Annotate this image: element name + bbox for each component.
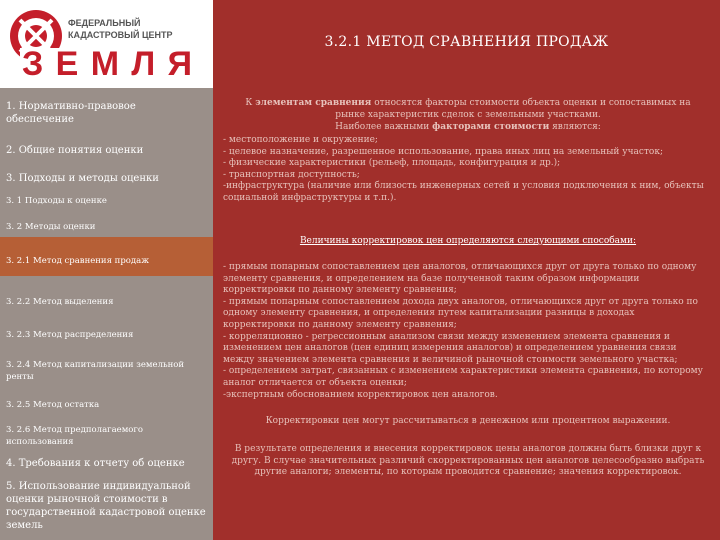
- logo-area: [0, 0, 213, 88]
- logo-text-line1: ФЕДЕРАЛЬНЫЙ: [68, 18, 141, 28]
- factor-item: - целевое назначение, разрешенное использование, права иных лиц на земельный участок;: [223, 146, 663, 157]
- method-item: - корреляционно - регрессионным анализом связи между изменением элемента сравнения и изменением цен аналогов (цен единиц измерения аналогов) и определением уравнения связи между значением элемента сравнения и величиной рыночной стоимости земельного участка;: [223, 331, 678, 365]
- factor-item: - транспортная доступность;: [223, 169, 360, 180]
- sidebar-item-residual[interactable]: 3. 2.5 Метод остатка: [6, 400, 100, 410]
- factor-item: - местоположение и окружение;: [223, 135, 378, 145]
- header-bar: [213, 0, 720, 88]
- method-item: -экспертным обоснованием корректировок цен аналогов.: [223, 389, 498, 400]
- logo-emblem-icon: [0, 0, 200, 88]
- conclusion-paragraph: В результате определения и внесения корректировок цены аналогов должны быть близки друг к другу. В случае значительных различий скорректированных цен аналогов целесообразно выбрать другие аналоги; элементы, по которым проводится сравнение; значения корректировок.: [231, 444, 705, 478]
- factor-item: -инфраструктура (наличие или близость инженерных сетей и условия подключения к ним, объекты социальной инфраструктуры и т.п.).: [223, 181, 704, 203]
- sidebar-item-sales-comparison[interactable]: 3. 2.1 Метод сравнения продаж: [6, 256, 150, 266]
- factors-term: факторами стоимости: [432, 122, 550, 132]
- sidebar-item-allocation[interactable]: 3. 2.3 Метод распределения: [6, 330, 134, 340]
- sidebar: [0, 88, 213, 540]
- factors-heading: Наиболее важными факторами стоимости являются:: [335, 122, 601, 132]
- sidebar-item-report-requirements[interactable]: 4. Требования к отчету об оценке: [6, 458, 185, 469]
- adjustments-link[interactable]: Величины корректировок цен определяются следующими способами:: [299, 236, 637, 246]
- methods-list: [223, 262, 708, 401]
- method-item: - определением затрат, связанных с изменением характеристики элемента сравнения, по которому аналог отличается от объекта оценки;: [223, 366, 703, 388]
- sidebar-item-legal[interactable]: 1. Нормативно-правовое обеспечение: [6, 101, 136, 125]
- sidebar-item-individual-valuation[interactable]: 5. Использование индивидуальной оценки рыночной стоимости в государственной кадастровой оценке земель: [6, 481, 206, 531]
- method-item: - прямым попарным сопоставлением дохода двух аналогов, отличающихся друг от друга только по одному элементу сравнения, и определения путем капитализации разницы в доходах корректировки по данному элементу сравнения;: [223, 296, 698, 330]
- factor-item: - физические характеристики (рельеф, площадь, конфигурация и др.);: [223, 158, 561, 169]
- page-title: 3.2.1 МЕТОД СРАВНЕНИЯ ПРОДАЖ: [324, 34, 609, 50]
- logo-text-line2: КАДАСТРОВЫЙ ЦЕНТР: [68, 30, 173, 40]
- sidebar-item-approaches-methods[interactable]: 3. Подходы и методы оценки: [6, 173, 159, 184]
- adjustment-form-paragraph: Корректировки цен могут рассчитываться в денежном или процентном выражении.: [265, 416, 671, 426]
- elements-term: элементам сравнения: [255, 98, 372, 108]
- sidebar-item-approaches[interactable]: 3. 1 Подходы к оценке: [6, 196, 107, 206]
- logo-brand-text: ЗЕМЛЯ: [22, 45, 192, 83]
- sidebar-item-rent-capitalization[interactable]: 3. 2.4 Метод капитализации земельной ренты: [6, 360, 185, 382]
- sidebar-item-allocation-extraction[interactable]: 3. 2.2 Метод выделения: [6, 297, 114, 307]
- main-content: [213, 88, 720, 540]
- factors-list: [223, 135, 708, 205]
- method-item: - прямым попарным сопоставлением цен аналогов, отличающихся друг от друга только по одному элементу сравнения, и определением на базе полученной таким образом информации корректировки по данному элементу сравнения;: [223, 262, 697, 296]
- sidebar-item-concepts[interactable]: 2. Общие понятия оценки: [6, 145, 144, 156]
- elements-intro-paragraph: К элементам сравнения относятся факторы стоимости объекта оценки и сопоставимых на рынке характеристик сделок с земельными участками.: [245, 98, 691, 120]
- sidebar-item-methods[interactable]: 3. 2 Методы оценки: [6, 222, 96, 232]
- sidebar-item-intended-use[interactable]: 3. 2.6 Метод предполагаемого использования: [6, 425, 143, 447]
